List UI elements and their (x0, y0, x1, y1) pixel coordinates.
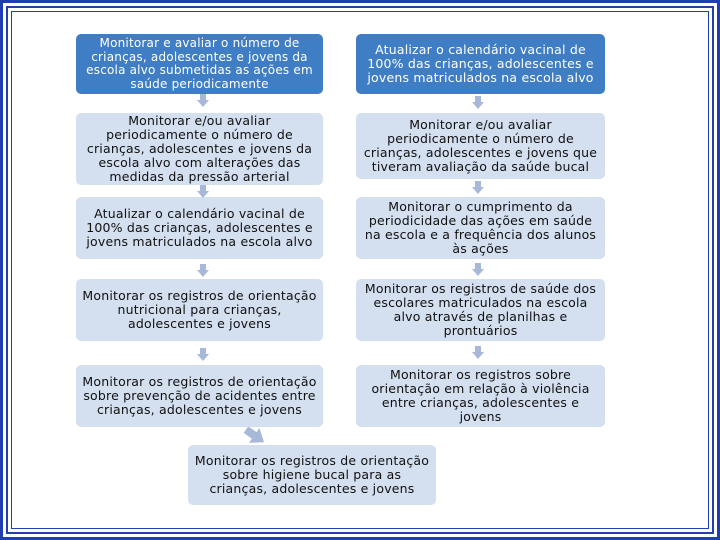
arrow-down-icon (197, 185, 209, 199)
box-monitor-accident-prevention: Monitorar os registros de orientação sobre prevenção de acidentes entre crianças, adolescentes e jovens (76, 365, 323, 427)
arrow-down-icon (472, 181, 484, 195)
arrow-down-icon (472, 96, 484, 110)
arrow-down-icon (472, 346, 484, 360)
arrow-down-icon (197, 94, 209, 108)
box-monitor-oral-hygiene: Monitorar os registros de orientação sobre higiene bucal para as crianças, adolescentes e jovens (188, 445, 436, 505)
box-monitor-violence: Monitorar os registros sobre orientação em relação à violência entre crianças, adolescentes e jovens (356, 365, 605, 427)
arrow-down-icon (197, 264, 209, 278)
box-monitor-oral-health: Monitorar e/ou avaliar periodicamente o número de crianças, adolescentes e jovens que tiveram avaliação da saúde bucal (356, 113, 605, 179)
box-monitor-health-actions: Monitorar e avaliar o número de crianças, adolescentes e jovens da escola alvo submetidas as ações em saúde periodicamente (76, 34, 323, 94)
box-monitor-periodicity: Monitorar o cumprimento da periodicidade das ações em saúde na escola e a frequência dos alunos às ações (356, 197, 605, 259)
box-monitor-nutrition: Monitorar os registros de orientação nutricional para crianças, adolescentes e jovens (76, 279, 323, 341)
box-update-vaccination-calendar-top: Atualizar o calendário vacinal de 100% das crianças, adolescentes e jovens matriculados na escola alvo (356, 34, 605, 94)
box-monitor-blood-pressure: Monitorar e/ou avaliar periodicamente o número de crianças, adolescentes e jovens da escola alvo com alterações das medidas da pressão arterial (76, 113, 323, 185)
box-update-vaccination-calendar: Atualizar o calendário vacinal de 100% das crianças, adolescentes e jovens matriculados na escola alvo (76, 197, 323, 259)
diagonal-arrow-icon (244, 427, 268, 445)
box-monitor-health-records: Monitorar os registros de saúde dos escolares matriculados na escola alvo através de planilhas e prontuários (356, 279, 605, 341)
arrow-down-icon (197, 348, 209, 362)
arrow-down-icon (472, 263, 484, 277)
